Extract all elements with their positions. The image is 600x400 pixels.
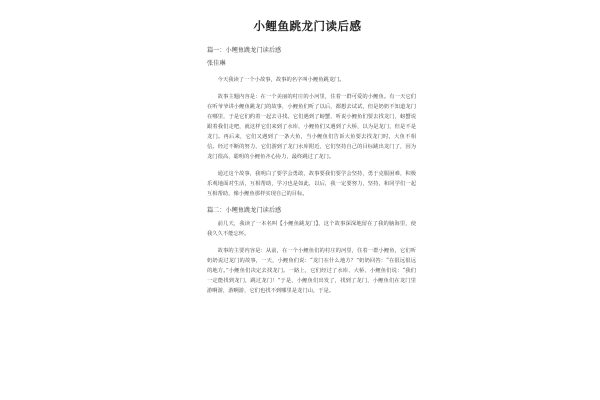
author-name: 张佳琳 (207, 60, 226, 67)
section-heading-1: 篇一：小鲤鱼跳龙门读后感 (207, 47, 282, 54)
paragraph: 故事的主要内容是：从前，在一个小鲤鱼们的村庄的河里，住着一群小鲤鱼，它们听奶奶说过龙门的故事，一天，小鲤鱼们说：“龙门在什么地方？”奶奶回答：“在很远很远的地方。”小鲤鱼们决定去找龙门。一路上，它们经过了水库、大桥、小鲤鱼们说：“我们一定能找到龙门，跳过龙门！”于是，小鲤鱼们出发了，找到了龙门，小鲤鱼们在龙门里游啊游，游啊游，它们也找不到哪里是龙门山，于是。 (207, 248, 416, 294)
document-title: 小鲤鱼跳龙门读后感 (253, 19, 362, 33)
paragraph: 前几天，我读了一本名叫【小鲤鱼跳龙门】，这个故事深深地留在了我的脑海里，使我久久不能忘怀。 (207, 221, 416, 237)
paragraph: 故事主题内容是：在一个美丽的村庄的小河里，住着一群可爱的小鲤鱼。有一天它们在听爷爷讲小鲤鱼跳龙门的故事，小鲤鱼们听了以后，都想去试试，但是奶奶不知道龙门在哪里，于是它们约着一起去寻找。它们遇到了螃蟹、听说小鲤鱼们要去找龙门，螃蟹说跟着我们走吧，就这样它们来到了水库，小鲤鱼们又遇到了大桥，以为是龙门，但是不是龙门。再后来，它们又遇到了一条大鱼，当小鲤鱼们告诉大鱼要去找龙门时，大鱼不相信。经过不断的努力，它们游到了龙门水库附近，它们坚持自己的目标跳出龙门了，因为龙门很高，聪明的小鲤鱼齐心协力，最终跳过了龙门。 (207, 94, 416, 160)
section-heading-2: 篇二：小鲤鱼跳龙门读后感 (207, 207, 282, 214)
document-page (195, 18, 420, 400)
paragraph: 今天我读了一个小故事，故事的名字叫小鲤鱼跳龙门。 (217, 77, 345, 83)
paragraph: 通过这个故事，我明白了要学会勇敢，故事要我们要学会坚持，勇于克服困难，积极乐观地面对生活，互相帮助，学习也是如此，以后，我一定要努力，坚持，和同学们一起互相帮助，像小鲤鱼那样实现自己的目标。 (207, 171, 416, 197)
